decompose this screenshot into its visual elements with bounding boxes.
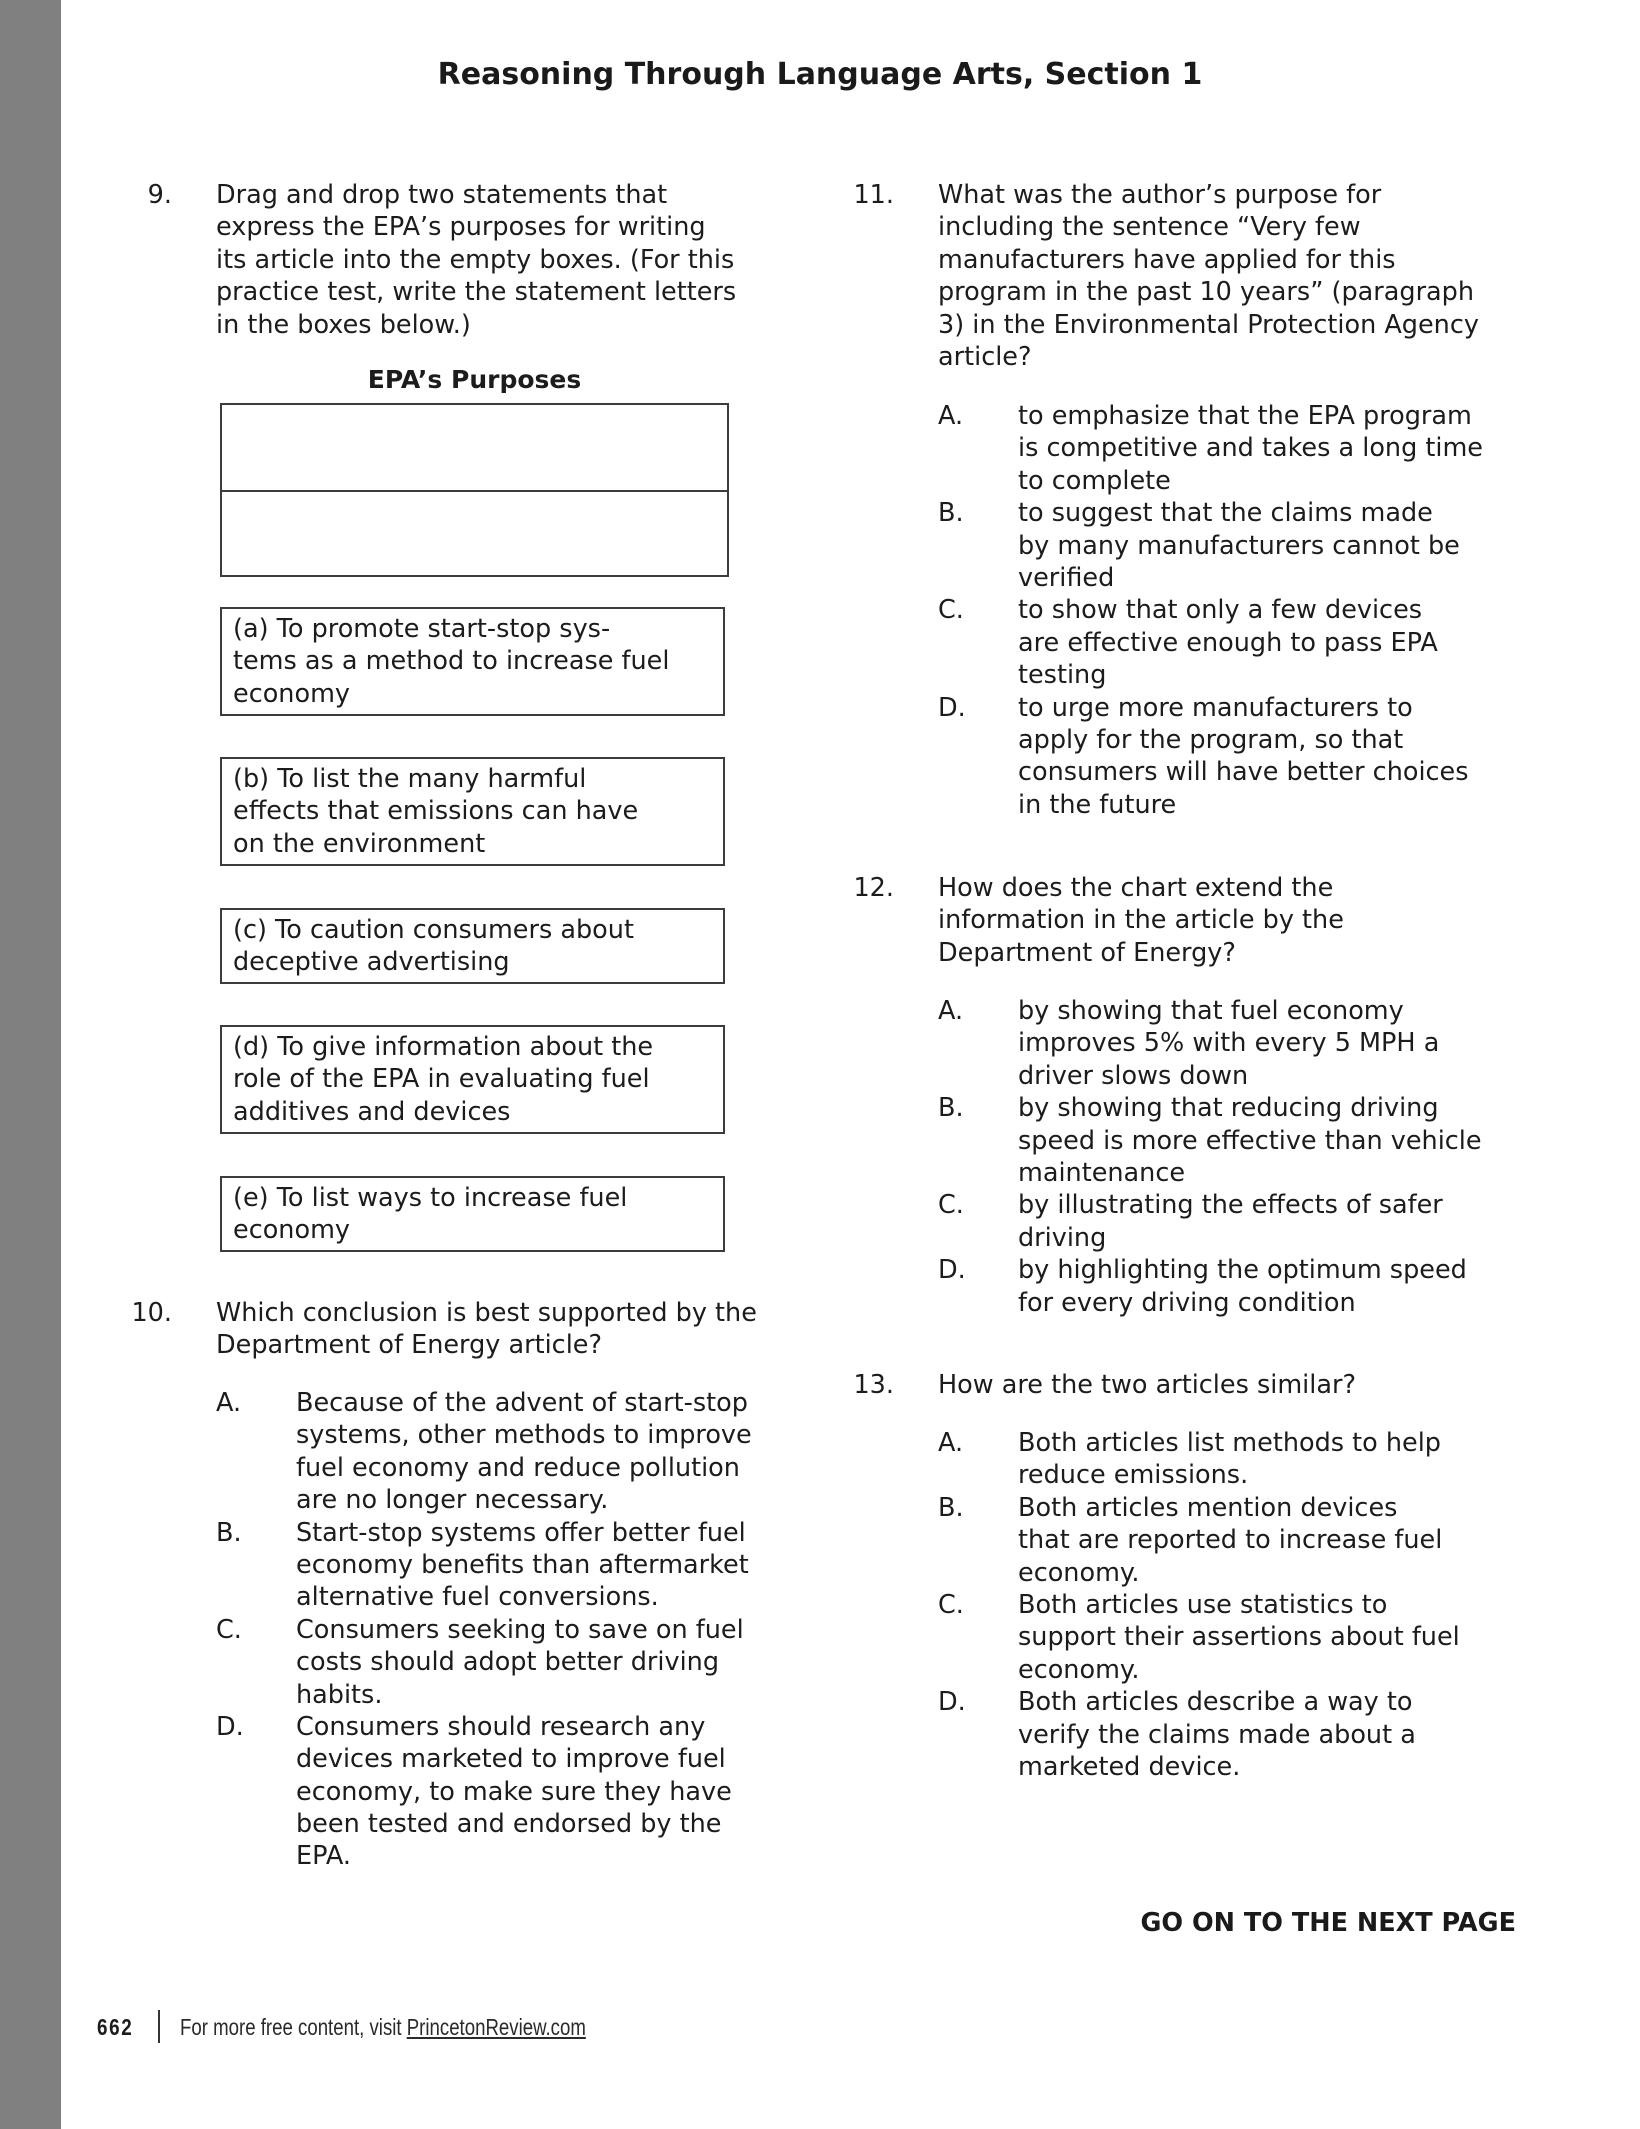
question-text-line: Department of Energy article? (216, 1330, 602, 1361)
answer-option-d[interactable] (938, 692, 1483, 822)
option-text-line: are effective enough to pass EPA (1018, 627, 1438, 658)
question-number: 9. (147, 180, 172, 210)
option-text-line: to show that only a few devices (1018, 595, 1423, 626)
option-text-line: reduce emissions. (1018, 1460, 1249, 1491)
option-letter: B. (938, 1492, 964, 1523)
option-text-line: Both articles describe a way to (1018, 1687, 1413, 1718)
option-letter: C. (216, 1614, 242, 1645)
question-text-line: How does the chart extend the (938, 873, 1334, 903)
question-number: 11. (853, 180, 894, 210)
option-text-line: alternative fuel conversions. (296, 1582, 659, 1613)
option-letter: A. (938, 401, 964, 431)
option-text-line: driving (1018, 1222, 1107, 1253)
answer-option-b[interactable] (938, 1492, 1460, 1589)
option-text-line: Both articles list methods to help (1018, 1428, 1441, 1458)
option-text-line: testing (1018, 660, 1107, 691)
option-text-line: driver slows down (1018, 1060, 1249, 1091)
option-text-line: in the future (1018, 789, 1177, 820)
statement-text-line: on the environment (233, 828, 486, 859)
option-text-line: by many manufacturers cannot be (1018, 530, 1460, 561)
statement-card-e[interactable] (220, 1176, 725, 1252)
answer-options-q13 (938, 1427, 1460, 1783)
statement-text-line: effects that emissions can have (233, 796, 639, 827)
option-text-line: improves 5% with every 5 MPH a (1018, 1028, 1440, 1059)
question-text (938, 179, 1479, 373)
statement-text-line: (c) To caution consumers about (233, 915, 634, 945)
princeton-review-link[interactable]: PrincetonReview.com (406, 2014, 586, 2040)
footer-promo-text: For more free content, visit (180, 2014, 407, 2040)
question-text-line: article? (938, 341, 1032, 372)
statement-text-line: deceptive advertising (233, 947, 510, 978)
statement-text-line: economy (233, 678, 351, 709)
statement-card-a[interactable] (220, 607, 725, 716)
question-text-line: practice test, write the statement letters (216, 277, 737, 308)
statement-text-line: (a) To promote start-stop sys- (233, 614, 611, 644)
question-text-line: Drag and drop two statements that (216, 180, 668, 210)
question-text-line: in the boxes below.) (216, 309, 471, 340)
option-text-line: to urge more manufacturers to (1018, 692, 1413, 723)
answer-option-d[interactable] (938, 1686, 1460, 1783)
statement-text-line: (d) To give information about the (233, 1032, 654, 1062)
question-text (216, 1297, 757, 1362)
question-text (216, 179, 736, 341)
answer-option-a[interactable] (216, 1387, 752, 1517)
question-text-line: Department of Energy? (938, 937, 1236, 968)
answer-option-b[interactable] (938, 1092, 1482, 1189)
option-text-line: is competitive and takes a long time (1018, 433, 1483, 464)
answer-option-b[interactable] (216, 1517, 752, 1614)
question-text (938, 872, 1344, 969)
question-text-line: 3) in the Environmental Protection Agency (938, 309, 1479, 340)
answer-option-a[interactable] (938, 400, 1483, 497)
answer-option-a[interactable] (938, 1427, 1460, 1492)
answer-option-c[interactable] (938, 1589, 1460, 1686)
question-text-line: What was the author’s purpose for (938, 180, 1382, 210)
option-text-line: economy benefits than aftermarket (296, 1549, 749, 1580)
answer-drop-zone (220, 403, 729, 577)
answer-options-q12 (938, 995, 1482, 1319)
option-text-line: marketed device. (1018, 1751, 1241, 1782)
question-text-line: Which conclusion is best supported by the (216, 1298, 757, 1328)
option-text-line: Both articles mention devices (1018, 1492, 1398, 1523)
option-text-line: to emphasize that the EPA program (1018, 401, 1472, 431)
option-letter: D. (938, 692, 966, 723)
option-letter: A. (938, 996, 964, 1026)
statement-card-c[interactable] (220, 908, 725, 984)
footer-divider (158, 2010, 160, 2043)
answer-option-a[interactable] (938, 995, 1482, 1092)
option-text-line: are no longer necessary. (296, 1485, 609, 1516)
answer-option-c[interactable] (938, 1189, 1482, 1254)
statement-text-line: additives and devices (233, 1096, 511, 1127)
option-text-line: devices marketed to improve fuel (296, 1744, 726, 1775)
option-text-line: economy, to make sure they have (296, 1776, 732, 1807)
option-text-line: that are reported to increase fuel (1018, 1525, 1443, 1556)
go-on-next-page-notice: GO ON TO THE NEXT PAGE (1140, 1908, 1516, 1938)
option-text-line: to suggest that the claims made (1018, 498, 1433, 529)
question-text-line: its article into the empty boxes. (For this (216, 244, 735, 275)
question-text-line: How are the two articles similar? (938, 1370, 1356, 1400)
option-text-line: support their assertions about fuel (1018, 1622, 1460, 1653)
option-letter: D. (938, 1255, 966, 1286)
question-text-line: manufacturers have applied for this (938, 244, 1396, 275)
option-text-line: by showing that fuel economy (1018, 996, 1404, 1026)
option-text-line: fuel economy and reduce pollution (296, 1452, 740, 1483)
answer-options-q11 (938, 400, 1483, 821)
answer-option-d[interactable] (216, 1711, 752, 1873)
option-text-line: Consumers should research any (296, 1711, 706, 1742)
option-letter: D. (216, 1711, 244, 1742)
answer-option-b[interactable] (938, 497, 1483, 594)
option-letter: B. (938, 498, 964, 529)
page-number: 662 (97, 2014, 134, 2040)
option-letter: C. (938, 595, 964, 626)
question-number: 13. (853, 1370, 894, 1400)
answer-option-c[interactable] (938, 594, 1483, 691)
statement-text-line: economy (233, 1215, 351, 1246)
epa-purposes-heading: EPA’s Purposes (367, 365, 582, 394)
option-text-line: verify the claims made about a (1018, 1719, 1416, 1750)
option-text-line: Because of the advent of start-stop (296, 1388, 748, 1418)
option-letter: C. (938, 1190, 964, 1221)
question-text (938, 1369, 1356, 1401)
option-letter: A. (938, 1428, 964, 1458)
option-text-line: economy. (1018, 1654, 1140, 1685)
option-text-line: consumers will have better choices (1018, 757, 1469, 788)
option-letter: A. (216, 1388, 242, 1418)
page-title: Reasoning Through Language Arts, Section 1 (437, 57, 1203, 92)
option-letter: B. (216, 1517, 242, 1548)
statement-card-b[interactable] (220, 757, 725, 866)
option-text-line: Start-stop systems offer better fuel (296, 1517, 746, 1548)
question-number: 10. (131, 1298, 172, 1328)
answer-slot-1[interactable] (222, 405, 727, 490)
statement-text-line: tems as a method to increase fuel (233, 646, 670, 677)
option-text-line: economy. (1018, 1557, 1140, 1588)
option-text-line: maintenance (1018, 1157, 1186, 1188)
option-text-line: for every driving condition (1018, 1287, 1356, 1318)
answer-options-q10 (216, 1387, 752, 1873)
option-text-line: costs should adopt better driving (296, 1647, 720, 1678)
option-text-line: EPA. (296, 1841, 351, 1872)
option-letter: B. (938, 1093, 964, 1124)
option-text-line: systems, other methods to improve (296, 1420, 752, 1451)
option-text-line: speed is more effective than vehicle (1018, 1125, 1482, 1156)
option-text-line: Consumers seeking to save on fuel (296, 1614, 744, 1645)
answer-option-c[interactable] (216, 1614, 752, 1711)
question-text-line: express the EPA’s purposes for writing (216, 212, 706, 243)
answer-option-d[interactable] (938, 1254, 1482, 1319)
statement-card-d[interactable] (220, 1025, 725, 1134)
option-text-line: Both articles use statistics to (1018, 1589, 1388, 1620)
statement-text-line: role of the EPA in evaluating fuel (233, 1064, 650, 1095)
option-text-line: to complete (1018, 465, 1171, 496)
answer-slot-2[interactable] (222, 490, 727, 575)
option-letter: D. (938, 1687, 966, 1718)
question-text-line: program in the past 10 years” (paragraph (938, 277, 1475, 308)
page-edge-bar (0, 0, 61, 2129)
option-text-line: been tested and endorsed by the (296, 1809, 722, 1840)
option-text-line: verified (1018, 562, 1115, 593)
option-text-line: apply for the program, so that (1018, 724, 1404, 755)
question-text-line: including the sentence “Very few (938, 212, 1361, 243)
option-text-line: by showing that reducing driving (1018, 1093, 1439, 1124)
question-text-line: information in the article by the (938, 905, 1344, 936)
option-text-line: habits. (296, 1679, 383, 1710)
statement-text-line: (e) To list ways to increase fuel (233, 1183, 628, 1213)
question-number: 12. (853, 873, 894, 903)
option-text-line: by illustrating the effects of safer (1018, 1190, 1443, 1221)
statement-text-line: (b) To list the many harmful (233, 764, 587, 794)
footer-text (180, 2012, 586, 2042)
option-text-line: by highlighting the optimum speed (1018, 1255, 1467, 1286)
option-letter: C. (938, 1589, 964, 1620)
